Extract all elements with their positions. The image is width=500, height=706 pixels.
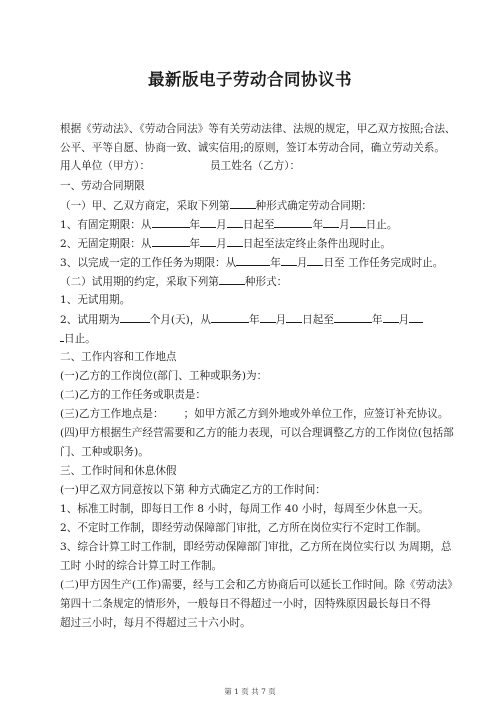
text: （一）甲、乙双方商定，采取下列第 [60,200,230,212]
blank-line [227,217,243,228]
paragraph-line [60,540,451,554]
text: 1、标准工时制，即每日工作 8 小时，每周工作 40 小时，每周至少休息一天。 [60,503,429,515]
section-heading [60,350,177,364]
paragraph-line [60,236,391,251]
text: 根据《劳动法》、《劳动合同法》等有关劳动法律、法规的规定，甲乙双方按照;合法、 [60,123,456,135]
text: 年 [371,314,383,326]
text: 1、无试用期。 [60,294,131,306]
blank-line [152,236,190,247]
text: 公平、平等自愿、协商一致、诚实信用;的原则，签订本劳动合同，确立劳动关系。 [60,142,445,154]
blank-line [409,312,423,323]
text: 2、无固定期限：从 [60,238,152,250]
blank-line [200,217,216,228]
text: 种形式确定劳动合同期： [255,200,373,212]
text: 日至 工作任务完成时止。 [323,257,444,269]
text: 个月(天)，从 [149,314,211,326]
blank-line [350,217,366,228]
text: 日起至 [302,314,334,326]
paragraph-line [60,502,429,516]
text: 年 [189,219,201,231]
blank-line [383,312,399,323]
paragraph-line [60,597,431,611]
text: 二、工作内容和工作地点 [60,351,177,363]
text: 种形式： [244,276,288,288]
text: 日起至法定终止条件出现时止。 [242,238,391,250]
text: 日起至 [242,219,275,231]
paragraph-line [60,141,445,155]
blank-line [227,236,243,247]
text: 月 [339,219,350,231]
blank-line [334,312,372,323]
page-number: 第 1 页 共 7 页 [224,687,276,696]
text: 月 [296,257,308,269]
text: (二)甲方因生产(工作)需要，经与工会和乙方协商后可以延长工作时间。除《劳动法》 [60,579,458,591]
text: （二）试用期的约定，采取下列第 [60,276,219,288]
text: 第四十二条规定的情形外，一般每日不得超过一小时，因特殊原因最长每日不得 [60,598,431,610]
employer-label: 用人单位（甲方）： [60,160,151,172]
text: 2、试用期为 [60,314,120,326]
text: 工时 小时的综合计算工时工作制。 [60,560,223,572]
section-heading [60,179,145,193]
blank-line [307,255,323,266]
text: 3、以完成一定的工作任务为期限：从 [60,257,237,269]
text: 2、不定时工作制，即经劳动保障部门审批，乙方所在岗位实行不定时工作制。 [60,522,427,534]
blank-line [219,274,245,285]
paragraph-line [60,407,448,421]
text: 超过三小时，每月不得超过三十六小时。 [60,617,251,629]
blank-line [120,312,150,323]
blank-line [200,236,216,247]
text: 3、综合计算工时工作制，即经劳动保障部门审批，乙方所在岗位实行以 为周期，总 [60,541,452,553]
text: 月 [216,238,227,250]
blank-line [286,312,302,323]
paragraph-line [60,483,326,497]
text: 月 [275,314,287,326]
parties-line [60,159,300,173]
blank-line [323,217,339,228]
blank-line [274,217,312,228]
paragraph-line [60,578,458,592]
employee-label: 员工姓名（乙方）： [210,160,301,172]
paragraph-line [60,559,222,573]
text: 月 [398,314,410,326]
blank-line [236,255,270,266]
paragraph-line [60,445,149,459]
paragraph-line [60,255,443,270]
paragraph-line [60,274,287,289]
paragraph-line [60,293,130,307]
text: ；如甲方派乙方到外地或外单位工作，应签订补充协议。 [183,408,449,420]
text: 年 [189,238,201,250]
text: 年 [312,219,324,231]
paragraph-line [60,331,96,346]
paragraph-line [60,616,251,630]
text: 月 [216,219,227,231]
text: 三、工作时间和休息休假 [60,465,177,477]
text: (三)乙方工作地点是： [60,408,164,420]
text: 年 [248,314,260,326]
text: (一)甲乙双方同意按以下第 种方式确定乙方的工作时间： [60,484,326,496]
text: 一、劳动合同期限 [60,180,145,192]
paragraph-line [60,122,456,136]
text: 门、工种或职务)。 [60,446,149,458]
blank-line [211,312,249,323]
paragraph-line [60,198,372,213]
paragraph-line [60,312,423,327]
paragraph-line [60,217,397,232]
paragraph-line [60,369,267,383]
text: 年 [270,257,281,269]
paragraph-line [60,521,427,535]
text: (四)甲方根据生产经营需要和乙方的能力表现，可以合理调整乙方的工作岗位(包括部 [60,427,454,439]
blank-line [230,198,256,209]
text: 日止。 [64,333,96,345]
blank-line [260,312,276,323]
blank-line [152,217,190,228]
text: (二)乙方的工作任务或职责是： [60,389,206,401]
paragraph-line [60,388,206,402]
document-title: 最新版电子劳动合同协议书 [148,70,352,89]
section-heading [60,464,177,478]
text: 日止。 [365,219,398,231]
text: (一)乙方的工作岗位(部门、工种或职务)为： [60,370,268,382]
blank-line [281,255,297,266]
paragraph-line [60,426,454,440]
text: 1、有固定期限：从 [60,219,152,231]
